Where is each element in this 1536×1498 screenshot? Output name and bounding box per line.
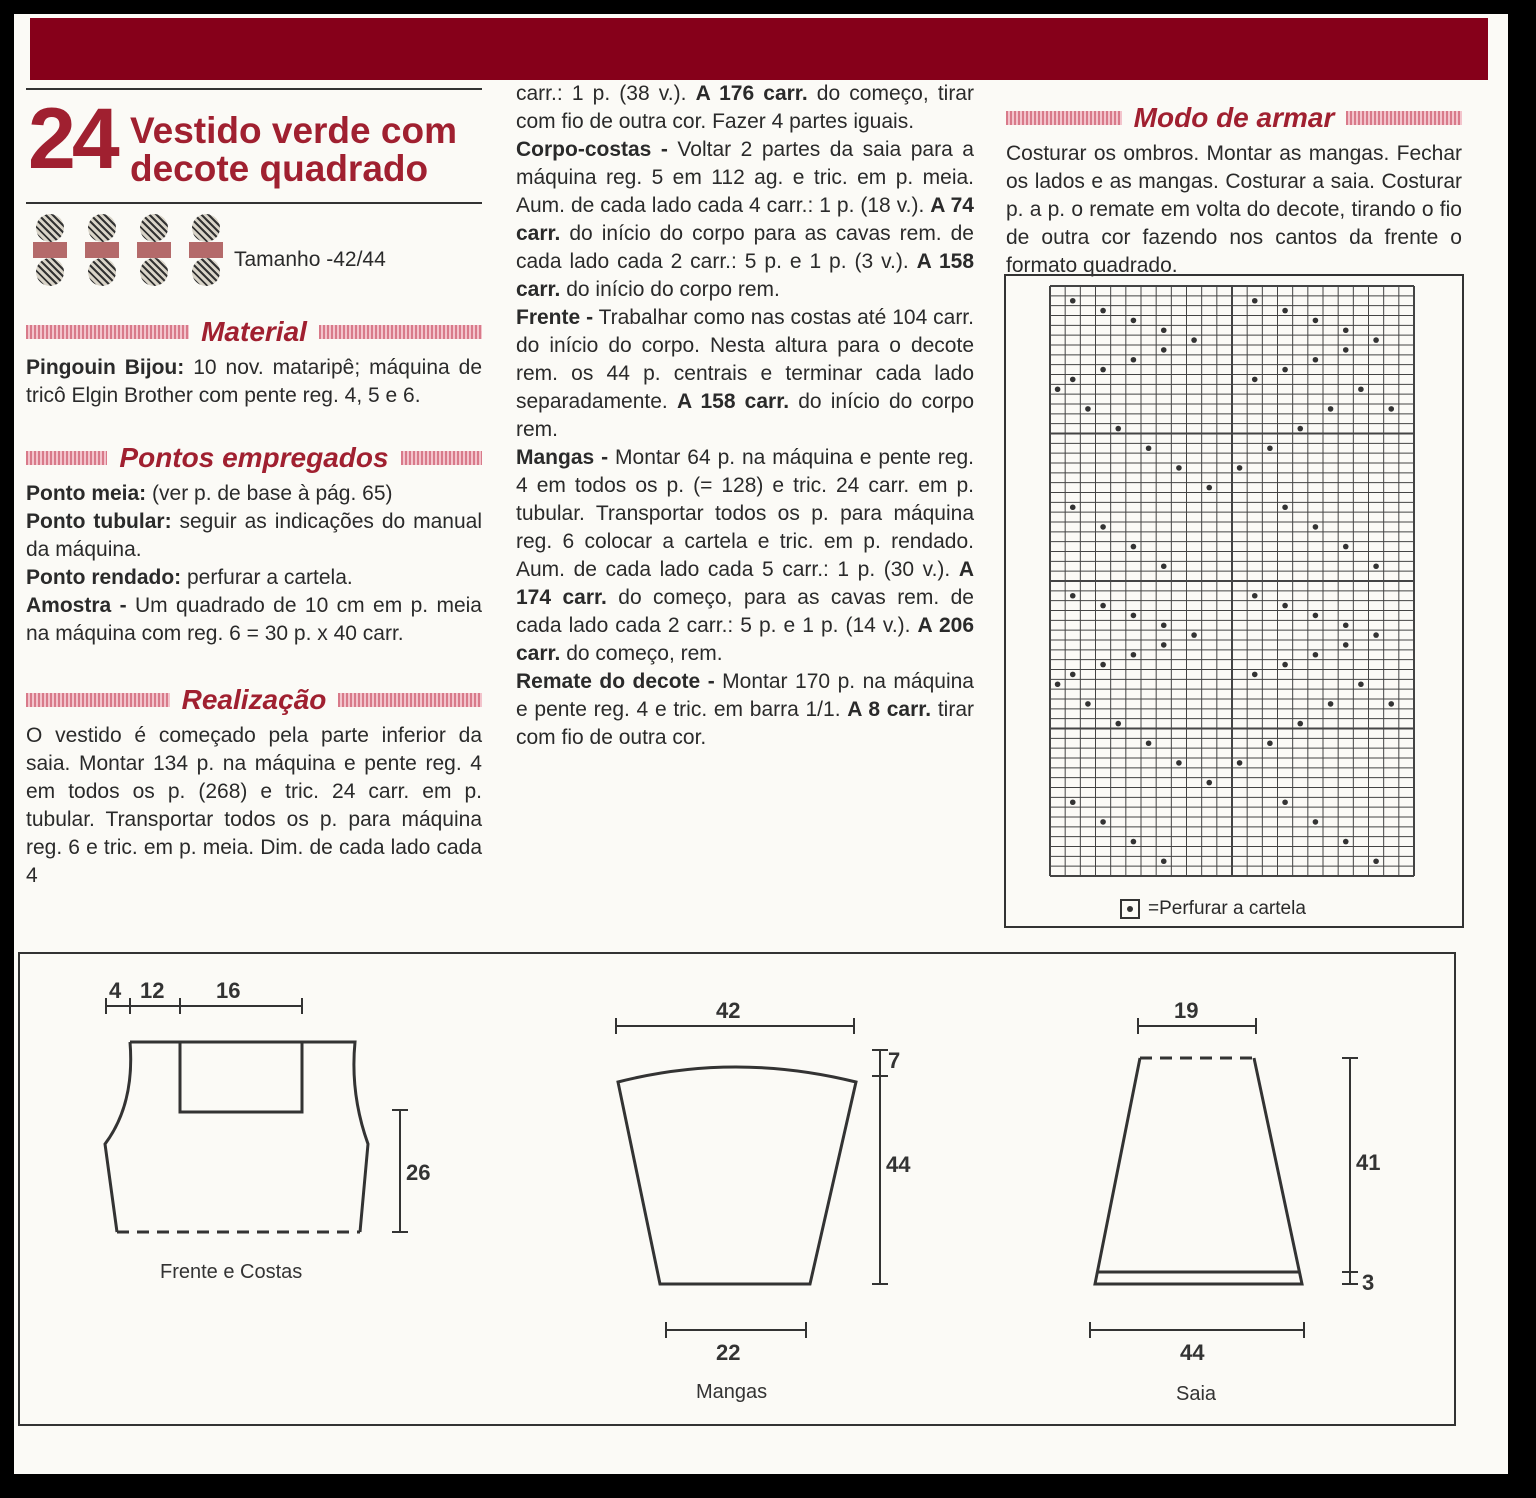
column-left — [26, 88, 482, 890]
skirt-outline — [1095, 1058, 1302, 1284]
corpo-costas-text: Corpo-costas - Voltar 2 partes da saia para a máquina reg. 5 em 112 ag. e tric. em p. meia. Aum. de cada lado cada 4 carr.: 1 p. (18 v.). A 74 carr. do início do corpo para as cavas rem. de cada lado cada 2 carr.: 5 p. e 1 p. (3 v.). A 158 carr. do início do corpo rem. — [516, 138, 974, 301]
punch-hole — [1343, 544, 1349, 550]
punch-hole — [1161, 858, 1167, 864]
punch-hole — [1070, 298, 1076, 304]
front-dim-4: 4 — [109, 978, 122, 1003]
punch-hole — [1176, 760, 1182, 766]
realizacao-text-1: O vestido é começado pela parte inferior da saia. Montar 134 p. na máquina e pente reg. 4 em todos os p. (268) e tric. 24 carr. em p. tubular. Transportar todos os p. para máquina reg. 6 e tric. em p. meia. Dim. de cada lado cada 4 — [26, 724, 482, 887]
sleeve-dim-bottom: 22 — [716, 1340, 741, 1365]
punch-hole — [1100, 819, 1106, 825]
punch-hole — [1070, 504, 1076, 510]
punch-hole — [1282, 367, 1288, 373]
punch-hole — [1267, 445, 1273, 451]
punch-hole — [1100, 524, 1106, 530]
punch-hole — [1252, 593, 1258, 599]
punch-hole — [1343, 642, 1349, 648]
front-dim-12: 12 — [140, 978, 165, 1003]
punch-hole — [1176, 465, 1182, 471]
skirt-label: Saia — [1176, 1383, 1217, 1405]
sleeve-outline — [618, 1067, 856, 1284]
skirt-dim-top: 19 — [1174, 998, 1199, 1023]
ponto-item: Ponto tubular: seguir as indicações do manual da máquina. — [26, 510, 482, 561]
punch-hole — [1085, 406, 1091, 412]
punch-hole — [1373, 563, 1379, 569]
title-line-2: decote quadrado — [130, 148, 429, 189]
punch-hole — [1131, 613, 1137, 619]
punch-hole — [1161, 563, 1167, 569]
punch-hole — [1085, 701, 1091, 707]
punch-grid — [1006, 276, 1462, 926]
modo-text: Costurar os ombros. Montar as mangas. Fechar os lados e as mangas. Costurar a saia. Costurar p. a p. o remate em volta do decote, tirando o fio de outra cor fazendo nos cantos da frente o formato quadrado. — [1006, 142, 1462, 277]
section-material — [26, 314, 482, 350]
punch-hole — [1146, 445, 1152, 451]
size-label: Tamanho -42/44 — [234, 248, 386, 271]
punch-hole — [1343, 347, 1349, 353]
punch-hole — [1267, 740, 1273, 746]
punch-card-chart — [1004, 274, 1464, 928]
punch-hole — [1313, 819, 1319, 825]
section-title: Material — [201, 316, 307, 347]
punch-hole — [1252, 672, 1258, 678]
title-line-1: Vestido verde com — [130, 110, 457, 151]
punch-hole — [1313, 357, 1319, 363]
punch-hole — [1237, 465, 1243, 471]
punch-hole — [1100, 603, 1106, 609]
punch-hole — [1388, 701, 1394, 707]
remate-text: Remate do decote - Montar 170 p. na máquina e pente reg. 4 e tric. em barra 1/1. A 8 carr. tirar com fio de outra cor. — [516, 670, 975, 749]
diagram-canvas — [20, 954, 1454, 1424]
realizacao-text-2: carr.: 1 p. (38 v.). A 176 carr. do começo, tirar com fio de outra cor. Fazer 4 partes iguais. — [516, 82, 974, 133]
punch-hole — [1131, 652, 1137, 658]
punch-hole — [1358, 386, 1364, 392]
pattern-title — [130, 112, 457, 188]
punch-hole — [1146, 740, 1152, 746]
sleeve-dim-height: 44 — [886, 1152, 911, 1177]
punch-hole — [1206, 485, 1212, 491]
neckline — [180, 1042, 302, 1112]
punch-hole — [1161, 327, 1167, 333]
punch-hole — [1161, 622, 1167, 628]
punch-hole — [1313, 524, 1319, 530]
punch-hole — [1070, 672, 1076, 678]
punch-hole — [1100, 662, 1106, 668]
punch-hole — [1191, 632, 1197, 638]
punch-hole — [1297, 721, 1303, 727]
punch-hole — [1313, 652, 1319, 658]
legend-text: =Perfurar a cartela — [1148, 898, 1306, 919]
sleeve-dim-cap: 7 — [888, 1048, 901, 1073]
section-realizacao — [26, 682, 482, 718]
punch-hole — [1100, 308, 1106, 314]
front-back-outline — [105, 1042, 368, 1232]
punch-hole — [1161, 347, 1167, 353]
skirt-dim-hem: 3 — [1362, 1270, 1375, 1295]
punch-hole — [1100, 367, 1106, 373]
punch-hole — [1373, 858, 1379, 864]
punch-hole — [1115, 721, 1121, 727]
ponto-item: Ponto meia: (ver p. de base à pág. 65) — [26, 482, 393, 505]
column-middle — [516, 80, 974, 752]
punch-hole — [1206, 780, 1212, 786]
skirt-dim-height: 41 — [1356, 1150, 1381, 1175]
punch-hole — [1131, 544, 1137, 550]
punch-hole — [1328, 406, 1334, 412]
punch-hole — [1070, 799, 1076, 805]
title-block — [26, 88, 482, 204]
punch-hole — [1297, 426, 1303, 432]
sleeve-dim-top: 42 — [716, 998, 741, 1023]
punch-hole — [1161, 642, 1167, 648]
punch-hole — [1191, 337, 1197, 343]
header-bar — [30, 18, 1488, 80]
punch-hole — [1358, 681, 1364, 687]
punch-hole — [1070, 593, 1076, 599]
punch-hole — [1115, 426, 1121, 432]
pattern-number: 24 — [28, 91, 116, 187]
punch-hole — [1237, 760, 1243, 766]
punch-hole — [1373, 337, 1379, 343]
punch-hole — [1252, 377, 1258, 383]
section-title: Modo de armar — [1133, 102, 1335, 133]
garment-diagrams — [18, 952, 1456, 1426]
punch-hole — [1282, 662, 1288, 668]
punch-hole-icon — [1120, 899, 1140, 919]
punch-hole — [1343, 839, 1349, 845]
punch-hole — [1313, 318, 1319, 324]
punch-hole — [1055, 681, 1061, 687]
front-back-label: Frente e Costas — [160, 1261, 303, 1283]
front-dim-26: 26 — [406, 1160, 431, 1185]
punch-hole — [1282, 504, 1288, 510]
punch-hole — [1343, 327, 1349, 333]
section-pontos — [26, 440, 482, 476]
punch-hole — [1328, 701, 1334, 707]
mangas-text: Mangas - Montar 64 p. na máquina e pente reg. 4 em todos os p. (= 128) e tric. 24 carr. em p. tubular. Transportar todos os p. para máquina reg. 6 colocar a cartela e tric. em p. rendado. Aum. de cada lado cada 5 carr.: 1 p. (30 v.). A 174 carr. do começo, para as cavas rem. de cada lado cada 2 carr.: 5 p. e 1 p. (14 v.). A 206 carr. do começo, rem. — [516, 446, 975, 665]
column-right — [1006, 100, 1462, 280]
punch-hole — [1131, 357, 1137, 363]
punch-hole — [1343, 622, 1349, 628]
skirt-dim-bottom: 44 — [1180, 1340, 1205, 1365]
punch-hole — [1388, 406, 1394, 412]
material-text: Pingouin Bijou: 10 nov. mataripê; máquina de tricô Elgin Brother com pente reg. 4, 5 e 6. — [26, 356, 482, 407]
section-title: Pontos empregados — [119, 442, 389, 473]
front-dim-16: 16 — [216, 978, 241, 1003]
punch-hole — [1070, 377, 1076, 383]
ponto-item: Amostra - Um quadrado de 10 cm em p. meia na máquina com reg. 6 = 30 p. x 40 carr. — [26, 594, 482, 645]
punch-hole — [1373, 632, 1379, 638]
punch-hole — [1131, 839, 1137, 845]
punch-hole — [1313, 613, 1319, 619]
chart-legend — [1120, 898, 1306, 920]
sleeve-label: Mangas — [696, 1381, 768, 1403]
section-modo — [1006, 100, 1462, 136]
punch-hole — [1131, 318, 1137, 324]
section-title: Realização — [181, 684, 327, 715]
punch-hole — [1282, 799, 1288, 805]
punch-hole — [1055, 386, 1061, 392]
frente-text: Frente - Trabalhar como nas costas até 104 carr. do início do corpo. Nesta altura para o decote rem. os 44 p. centrais e terminar cada lado separadamente. A 158 carr. do início do corpo rem. — [516, 306, 974, 441]
yarn-icons — [26, 204, 482, 300]
ponto-item: Ponto rendado: perfurar a cartela. — [26, 566, 353, 589]
punch-hole — [1252, 298, 1258, 304]
punch-hole — [1282, 603, 1288, 609]
punch-hole — [1282, 308, 1288, 314]
